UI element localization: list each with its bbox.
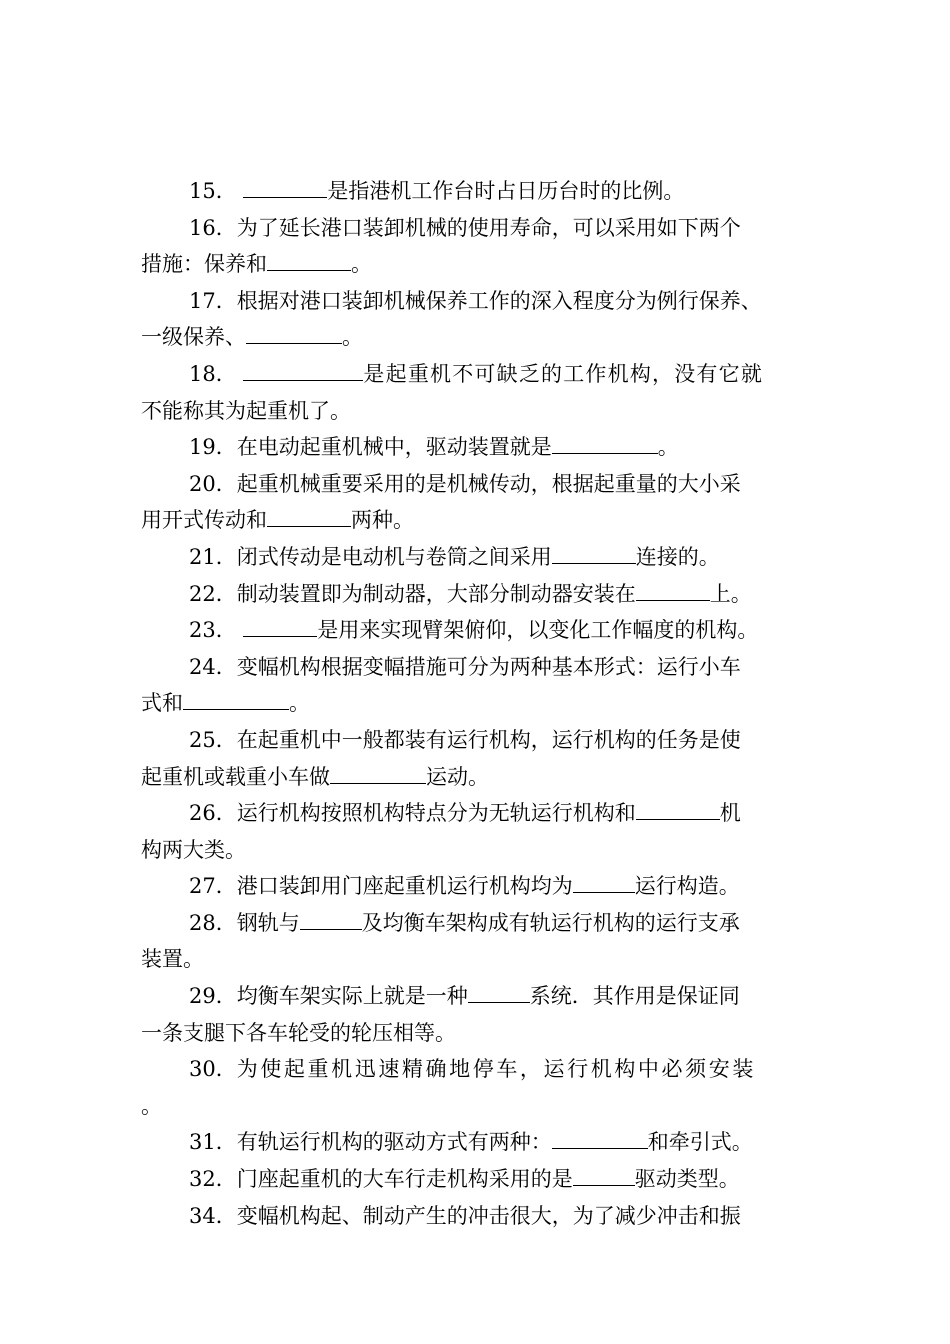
- question-text: 连接的。: [635, 544, 720, 569]
- question-26-cont: [141, 832, 813, 869]
- question-29-cont: [141, 1015, 813, 1052]
- answer-blank: [267, 248, 351, 271]
- question-number: 15．: [189, 179, 237, 203]
- answer-blank: [243, 614, 317, 637]
- question-text: 根据对港口装卸机械保养工作的深入程度分为例行保养、: [236, 288, 762, 313]
- answer-blank: [246, 321, 342, 344]
- question-29: [141, 978, 813, 1015]
- question-text: 一条支腿下各车轮受的轮压相等。: [141, 1020, 456, 1045]
- question-number: 26．: [189, 801, 237, 826]
- question-25: [141, 722, 813, 759]
- question-text: 及均衡车架构成有轨运行机构的运行支承: [361, 910, 740, 935]
- question-text: 一级保养、: [141, 325, 246, 350]
- question-16-cont: [141, 246, 813, 283]
- question-text: 运行构造。: [634, 874, 740, 899]
- question-text: 在起重机中一般都装有运行机构，运行机构的任务是使: [236, 727, 741, 752]
- question-text: 。: [141, 1093, 162, 1118]
- question-number: 21．: [189, 544, 237, 569]
- question-text: 用开式传动和: [141, 508, 267, 533]
- question-17-cont: [141, 319, 813, 356]
- question-20-cont: [141, 502, 813, 539]
- question-text: 门座起重机的大车行走机构采用的是: [236, 1167, 573, 1192]
- question-26: [141, 795, 813, 832]
- question-20: [141, 466, 813, 503]
- answer-blank: [573, 870, 635, 893]
- question-22: [141, 576, 813, 613]
- question-text: 驱动类型。: [634, 1167, 740, 1192]
- question-15: [141, 173, 813, 210]
- answer-blank: [183, 687, 289, 710]
- answer-blank: [636, 797, 720, 820]
- question-number: 25．: [189, 727, 237, 752]
- question-text: 运行机构按照机构特点分为无轨运行机构和: [236, 801, 636, 826]
- question-number: 32．: [189, 1167, 237, 1192]
- question-number: 27．: [189, 874, 237, 899]
- question-text: 变幅机构起、制动产生的冲击很大，为了减少冲击和振: [236, 1203, 741, 1228]
- question-text: 钢轨与: [236, 910, 300, 935]
- question-number: 20．: [189, 471, 237, 496]
- question-number: 24．: [189, 654, 237, 679]
- answer-blank: [243, 175, 327, 198]
- question-24: [141, 649, 813, 686]
- question-text: 为了延长港口装卸机械的使用寿命，可以采用如下两个: [236, 215, 741, 240]
- answer-blank: [552, 431, 658, 454]
- question-25-cont: [141, 759, 813, 796]
- question-30: [141, 1051, 813, 1088]
- answer-blank: [243, 358, 363, 381]
- answer-blank: [552, 541, 636, 564]
- answer-blank: [468, 980, 530, 1003]
- question-text: 均衡车架实际上就是一种: [236, 984, 468, 1009]
- question-text: 运动。: [426, 764, 489, 789]
- question-text: 装置。: [141, 947, 204, 972]
- question-21: [141, 539, 813, 576]
- question-32: [141, 1161, 813, 1198]
- question-text: 式和: [141, 691, 183, 716]
- question-text: 是指港机工作台时占日历台时的比例。: [327, 179, 685, 203]
- question-text: 措施：保养和: [141, 252, 267, 277]
- question-text: 机: [719, 801, 741, 826]
- question-18-cont: [141, 393, 813, 430]
- question-number: 18．: [189, 361, 237, 386]
- question-30-cont: [141, 1088, 813, 1125]
- question-text: 制动装置即为制动器，大部分制动器安装在: [236, 581, 636, 606]
- answer-blank: [552, 1126, 648, 1149]
- question-list: [141, 173, 813, 1234]
- question-text: 为使起重机迅速精确地停车，运行机构中必须安装: [236, 1057, 756, 1082]
- question-28: [141, 905, 813, 942]
- question-16: [141, 210, 813, 247]
- question-19: [141, 429, 813, 466]
- question-text: 闭式传动是电动机与卷筒之间采用: [236, 544, 552, 569]
- question-text: 。: [289, 691, 310, 716]
- question-17: [141, 283, 813, 320]
- question-number: 22．: [189, 581, 237, 606]
- answer-blank: [573, 1163, 635, 1186]
- question-number: 30．: [189, 1057, 237, 1082]
- question-text: 。: [657, 435, 679, 460]
- question-text: 系统．其作用是保证同: [529, 984, 740, 1009]
- question-text: 起重机械重要采用的是机械传动，根据起重量的大小采: [236, 471, 741, 496]
- question-text: 在电动起重机械中，驱动装置就是: [236, 435, 552, 460]
- question-18: [141, 356, 813, 393]
- question-text: 和牵引式。: [647, 1130, 753, 1155]
- question-number: 19．: [189, 435, 237, 460]
- question-number: 16．: [189, 215, 237, 240]
- question-text: 是用来实现臂架俯仰，以变化工作幅度的机构。: [317, 618, 759, 643]
- answer-blank: [267, 504, 351, 527]
- question-text: 两种。: [351, 508, 414, 533]
- question-text: 是起重机不可缺乏的工作机构，没有它就: [363, 361, 764, 386]
- question-28-cont: [141, 941, 813, 978]
- question-number: 29．: [189, 984, 237, 1009]
- answer-blank: [636, 578, 710, 601]
- question-number: 31．: [189, 1130, 237, 1155]
- question-text: 构两大类。: [141, 837, 246, 862]
- question-text: 。: [342, 325, 363, 350]
- question-text: 。: [351, 252, 372, 277]
- question-34: [141, 1198, 813, 1235]
- question-text: 上。: [709, 581, 752, 606]
- question-31: [141, 1124, 813, 1161]
- question-text: 港口装卸用门座起重机运行机构均为: [236, 874, 573, 899]
- question-text: 起重机或载重小车做: [141, 764, 330, 789]
- question-number: 28．: [189, 910, 237, 935]
- question-number: 23．: [189, 618, 237, 643]
- question-text: 不能称其为起重机了。: [141, 398, 351, 423]
- question-number: 17．: [189, 288, 237, 313]
- question-24-cont: [141, 685, 813, 722]
- answer-blank: [330, 761, 426, 784]
- question-27: [141, 868, 813, 905]
- question-text: 有轨运行机构的驱动方式有两种：: [236, 1130, 552, 1155]
- question-number: 34．: [189, 1203, 237, 1228]
- question-23: [141, 612, 813, 649]
- question-text: 变幅机构根据变幅措施可分为两种基本形式：运行小车: [236, 654, 741, 679]
- answer-blank: [300, 907, 362, 930]
